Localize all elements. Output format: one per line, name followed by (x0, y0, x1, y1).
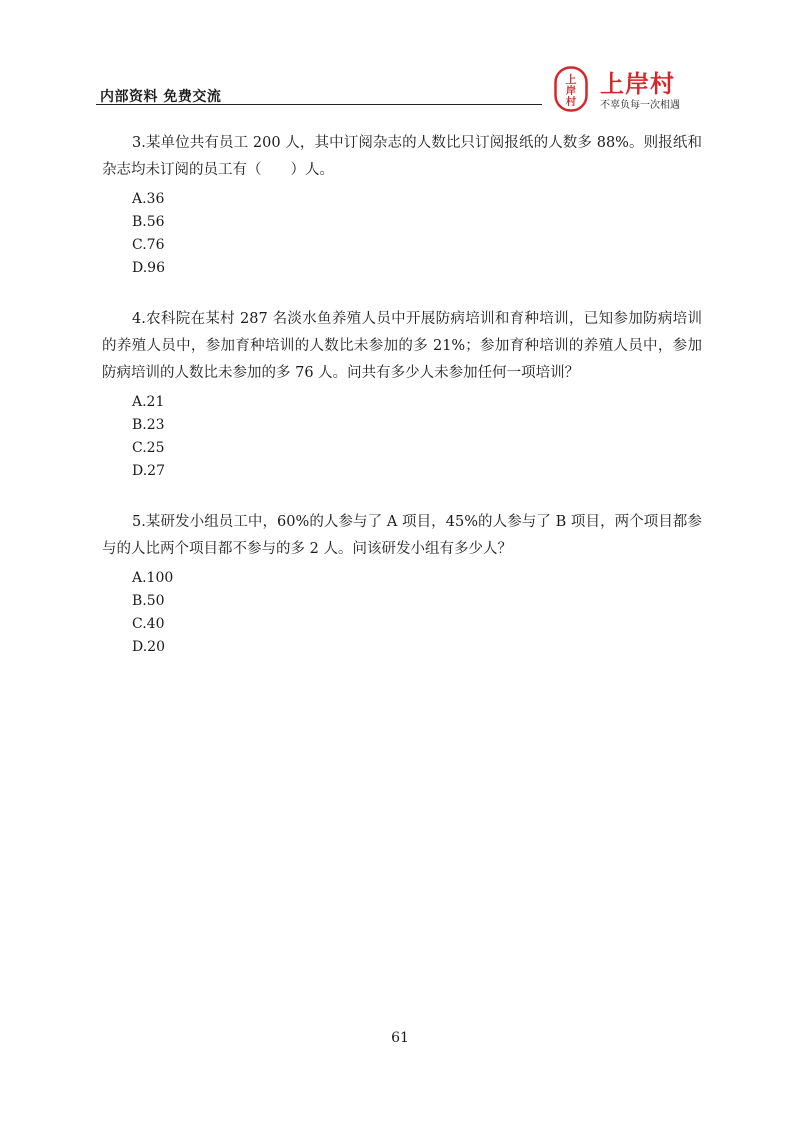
svg-text:上: 上 (565, 73, 577, 86)
option-a: A.100 (132, 570, 174, 586)
option-c: C.25 (132, 440, 165, 456)
question-5 (102, 509, 702, 659)
option-c: C.40 (132, 616, 165, 632)
option-b: B.23 (132, 417, 165, 433)
option-c: C.76 (132, 237, 165, 253)
brand-name: 上岸村 (600, 70, 675, 98)
question-3 (102, 130, 702, 280)
brand-slogan: 不辜负每一次相遇 (600, 100, 680, 111)
option-d: D.20 (132, 639, 165, 655)
header-divider (96, 104, 542, 105)
seal-icon (554, 66, 588, 112)
option-d: D.96 (132, 260, 165, 276)
option-b: B.50 (132, 593, 165, 609)
option-a: A.21 (132, 394, 165, 410)
option-d: D.27 (132, 463, 165, 479)
svg-text:村: 村 (566, 97, 576, 108)
question-4 (102, 306, 702, 483)
option-a: A.36 (132, 191, 165, 207)
svg-text:岸: 岸 (566, 86, 576, 97)
question-stem: 4.农科院在某村 287 名淡水鱼养殖人员中开展防病培训和育种培训，已知参加防病培训的养殖人员中，参加育种培训的人数比未参加的多 21%；参加育种培训的养殖人员中，参加防病培训的人数比未参加的多 76 人。问共有多少人未参加任何一项培训？ (102, 311, 702, 381)
question-stem: 5.某研发小组员工中，60%的人参与了 A 项目，45%的人参与了 B 项目，两个项目都参与的人比两个项目都不参与的多 2 人。问该研发小组有多少人？ (102, 514, 702, 557)
question-list (102, 130, 702, 685)
brand-logo (548, 58, 708, 114)
option-b: B.56 (132, 214, 165, 230)
header-title: 内部资料 免费交流 (100, 89, 222, 105)
page-number: 61 (391, 1030, 409, 1046)
question-stem: 3.某单位共有员工 200 人，其中订阅杂志的人数比只订阅报纸的人数多 88%。则报纸和杂志均未订阅的员工有（ ）人。 (102, 135, 702, 178)
